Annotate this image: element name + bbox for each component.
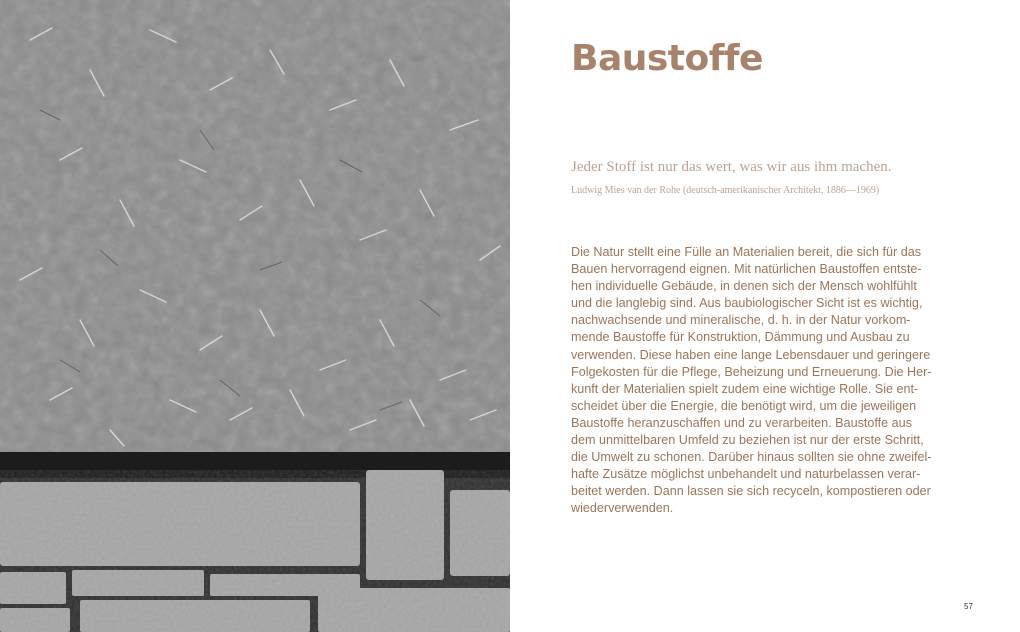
page-title: Baustoffe <box>571 38 763 79</box>
quote-source: Ludwig Mies van der Rohe (deutsch-amerikanischer Architekt, 1886—1969) <box>571 185 880 196</box>
body-line: hafte Zusätze möglichst unbehandelt und naturbelassen verar- <box>571 467 921 482</box>
body-line: Baustoffe heranzuschaffen und zu verarbeiten. Baustoffe aus <box>571 415 912 430</box>
body-line: kunft der Materialien spielt zudem eine wichtige Rolle. Sie ent- <box>571 381 919 396</box>
body-line: dem unmittelbaren Umfeld zu beziehen ist nur der erste Schritt, <box>571 433 924 448</box>
body-line: mende Baustoffe für Konstruktion, Dämmung und Ausbau zu <box>571 330 910 345</box>
body-line: verwenden. Diese haben eine lange Lebensdauer und geringere <box>571 347 931 362</box>
text-page <box>510 0 1020 632</box>
body-line: nachwachsende und mineralische, d. h. in der Natur vorkom- <box>571 313 911 328</box>
body-line: Folgekosten für die Pflege, Beheizung und Erneuerung. Die Her- <box>571 364 932 379</box>
body-line: beitet werden. Dann lassen sie sich recyceln, kompostieren oder <box>571 484 931 499</box>
body-line: Die Natur stellt eine Fülle an Materialien bereit, die sich für das <box>571 245 921 259</box>
body-line: scheidet über die Energie, die benötigt wird, um die jeweiligen <box>571 398 917 413</box>
body-line: Bauen hervorragend eignen. Mit natürlichen Baustoffen entste- <box>571 262 922 277</box>
body-line: und die langlebig sind. Aus baubiologischer Sicht ist es wichtig, <box>571 296 923 311</box>
page-number: 57 <box>964 602 973 611</box>
body-line: hen individuelle Gebäude, in denen sich der Mensch wohlfühlt <box>571 279 917 294</box>
quote: Jeder Stoff ist nur das wert, was wir aus ihm machen. <box>571 159 892 175</box>
body-line: die Umwelt zu schonen. Darüber hinaus sollten sie ohne zweifel- <box>571 450 932 465</box>
body-line: wiederverwenden. <box>571 501 674 516</box>
body-paragraph <box>571 244 961 518</box>
